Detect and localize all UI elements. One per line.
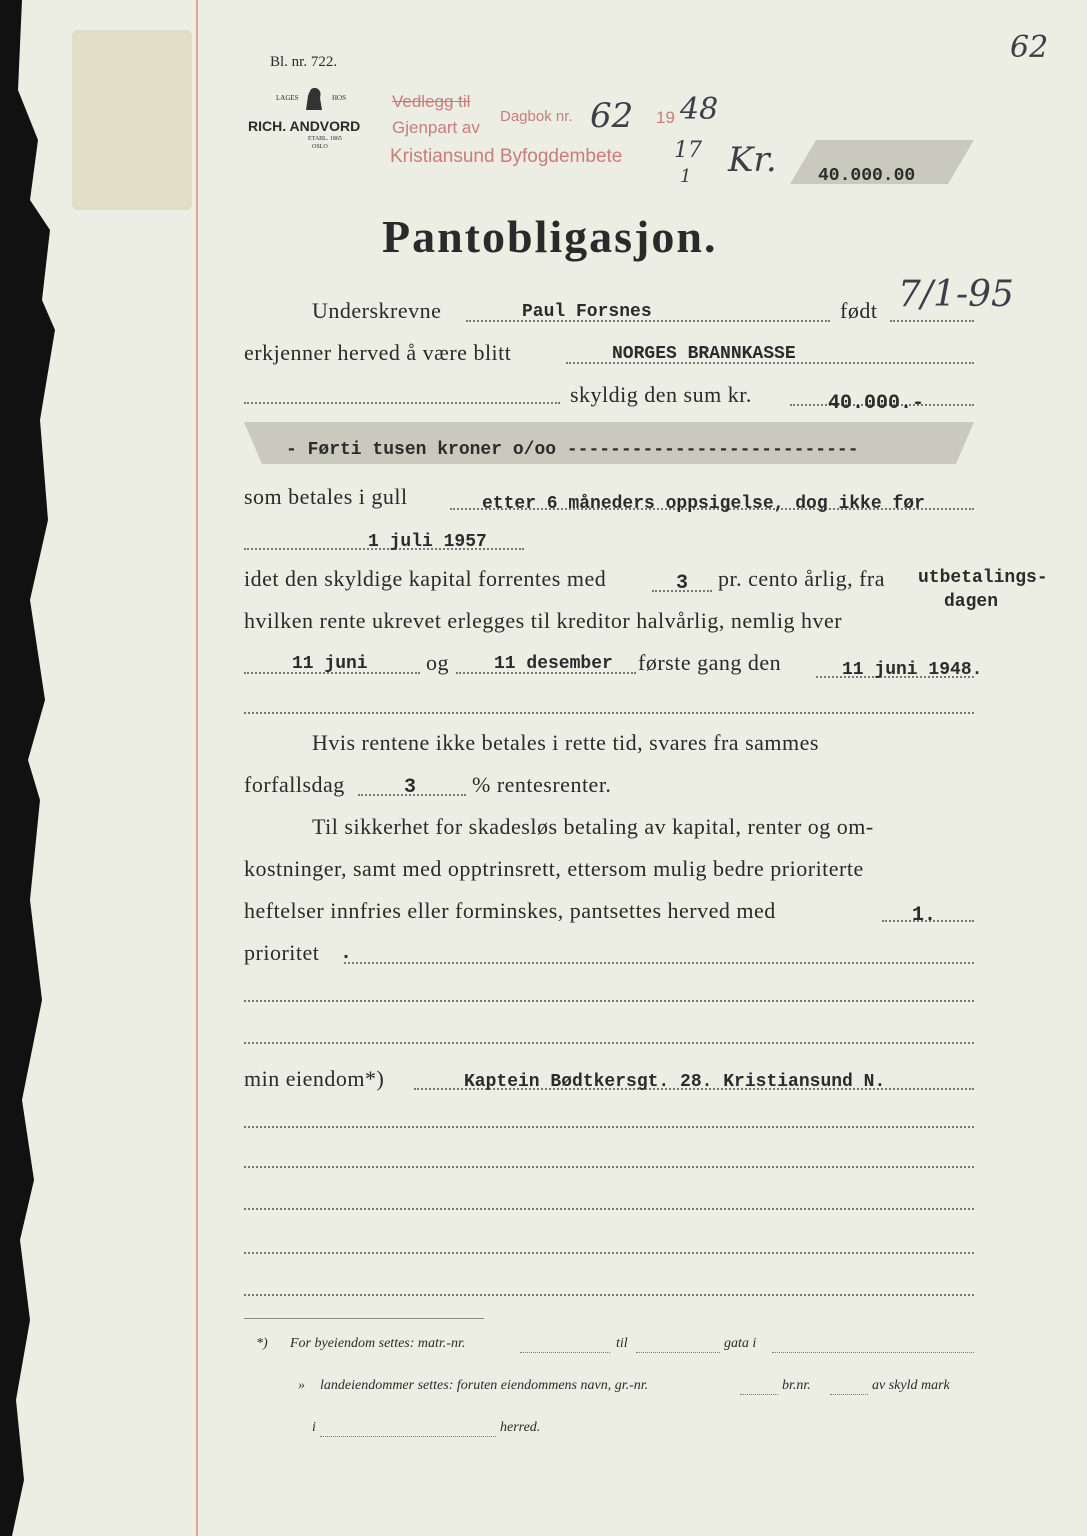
first-date: 11 juni 1948.	[842, 660, 983, 680]
interest-label-1: idet den skyldige kapital forrentes med	[244, 566, 607, 591]
acknowledge-label: erkjenner herved å være blitt	[244, 340, 512, 365]
footer-line-1c: gata i	[724, 1336, 757, 1351]
interest-rate: 3	[676, 572, 689, 595]
dotted-line	[890, 320, 974, 322]
form-number: Bl. nr. 722.	[270, 54, 338, 70]
dotted-line	[520, 1352, 610, 1353]
dotted-line	[344, 962, 974, 964]
stamp-dagbok-number: 62	[590, 96, 634, 136]
dotted-line	[244, 1208, 974, 1210]
undersigned-value: Paul Forsnes	[522, 302, 652, 322]
security-line-1: Til sikkerhet for skadesløs betaling av kapital, renter og om-	[312, 814, 874, 839]
lion-emblem-icon	[302, 84, 326, 112]
first-label: første gang den	[638, 650, 782, 675]
security-line-3: heftelser innfries eller forminskes, pantsettes herved med	[244, 898, 776, 923]
and-label: og	[426, 650, 449, 675]
priority-dot: .	[340, 942, 353, 965]
footer-line-3b: herred.	[500, 1420, 541, 1435]
paid-value: etter 6 måneders oppsigelse, dog ikke før	[482, 494, 925, 514]
owe-value: 40.000.-	[828, 392, 925, 415]
interest-from-2: dagen	[944, 592, 999, 612]
footer-line-1a: For byeiendom settes: matr.-nr.	[290, 1336, 466, 1351]
stamp-year-suffix: 48	[680, 92, 719, 127]
dotted-line	[244, 1294, 974, 1296]
footer-line-2b: br.nr.	[782, 1378, 811, 1393]
date-1: 11 juni	[292, 654, 368, 674]
footer-line-3a: i	[312, 1420, 316, 1435]
paid-label: som betales i gull	[244, 484, 408, 509]
dotted-line	[740, 1394, 778, 1395]
paper-stain	[72, 30, 192, 210]
dotted-line	[772, 1352, 974, 1353]
stamp-line-3: Kristiansund Byfogdembete	[390, 146, 623, 167]
late-label-2: % rentesrenter.	[472, 772, 612, 797]
amount-words-value: - Førti tusen kroner o/oo ---------------------------	[286, 440, 859, 460]
interest-label-2: pr. cento årlig, fra	[718, 566, 885, 591]
stamp-line-2: Gjenpart av	[392, 118, 480, 137]
paid-date: 1 juli 1957	[368, 532, 487, 552]
stamp-dagbok-label: Dagbok nr.	[500, 108, 573, 125]
stamp-line-1: Vedlegg til	[392, 92, 471, 111]
publisher-logo: LAGES HOS RICH. ANDVORD ETABL. 1865 OSLO	[244, 84, 380, 156]
owe-label: skyldig den sum kr.	[570, 382, 752, 407]
document-title: Pantobligasjon.	[382, 211, 718, 262]
priority-label: prioritet	[244, 940, 320, 965]
dotted-line	[830, 1394, 868, 1395]
dotted-line	[244, 1166, 974, 1168]
date-2: 11 desember	[494, 654, 613, 674]
priority-value: 1.	[912, 904, 937, 927]
dotted-line	[636, 1352, 720, 1353]
dotted-line	[244, 1000, 974, 1002]
security-line-2: kostninger, samt med opptrinsrett, ettersom mulig bedre prioriterte	[244, 856, 864, 881]
footer-line-1b: til	[616, 1336, 628, 1351]
amount-value: 40.000.00	[818, 166, 916, 186]
interest-from-1: utbetalings-	[918, 568, 1048, 588]
undersigned-label: Underskrevne	[312, 298, 442, 323]
late-rate: 3	[404, 776, 417, 799]
property-value: Kaptein Bødtkersgt. 28. Kristiansund N.	[464, 1072, 886, 1092]
stamp-date-bottom: 1	[680, 166, 692, 187]
creditor-value: NORGES BRANNKASSE	[612, 344, 796, 364]
dotted-line	[244, 1042, 974, 1044]
dotted-line	[244, 1126, 974, 1128]
red-margin-line	[196, 0, 198, 1536]
footer-rule	[244, 1318, 484, 1319]
footer-line-2c: av skyld mark	[872, 1378, 950, 1393]
footer-line-2a: landeiendommer settes: foruten eiendommens navn, gr.-nr.	[320, 1378, 649, 1393]
dotted-line	[244, 1252, 974, 1254]
stamp-year-prefix: 19	[656, 108, 675, 127]
torn-left-edge	[0, 0, 60, 1536]
late-label-1: forfallsdag	[244, 772, 345, 797]
born-label: født	[840, 298, 878, 323]
property-label: min eiendom*)	[244, 1066, 385, 1091]
stamp-date-top: 17	[674, 138, 702, 163]
dotted-line	[244, 712, 974, 714]
currency-label: Kr.	[728, 140, 777, 180]
footer-line-2-mark: »	[298, 1378, 305, 1393]
footer-note-mark: *)	[256, 1336, 268, 1351]
late-line: Hvis rentene ikke betales i rette tid, svares fra sammes	[312, 730, 819, 755]
dotted-line	[244, 402, 560, 404]
page-number: 62	[1010, 30, 1049, 65]
dotted-line	[320, 1436, 496, 1437]
interest-line: hvilken rente ukrevet erlegges til kreditor halvårlig, nemlig hver	[244, 608, 843, 633]
born-value: 7/1-95	[898, 274, 1014, 315]
